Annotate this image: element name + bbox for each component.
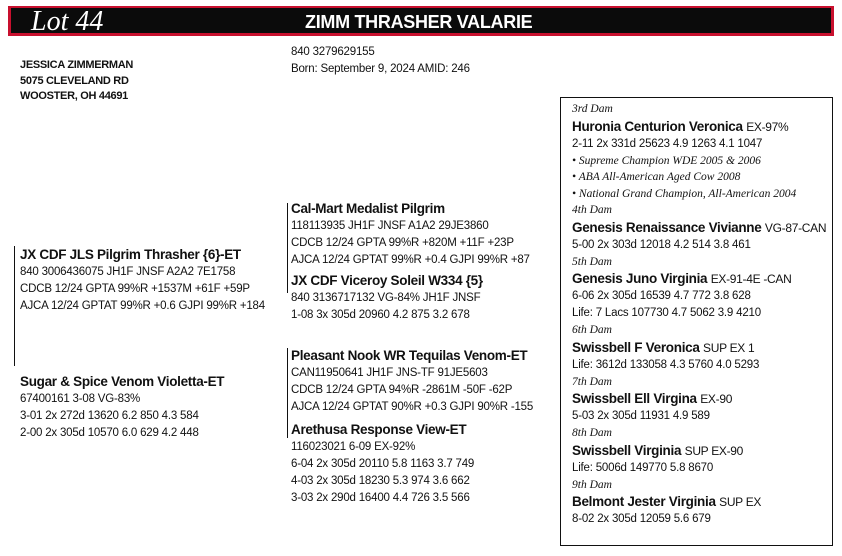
sire-sire-name: Cal-Mart Medalist Pilgrim [291, 201, 445, 216]
dam-generation-label: 3rd Dam [572, 103, 613, 115]
dam-generation-label: 4th Dam [572, 204, 612, 216]
dam-dam-name: Arethusa Response View-ET [291, 422, 467, 437]
dam-dam-line: 4-03 2x 305d 18230 5.3 974 3.6 662 [291, 475, 470, 487]
consignor-street: 5075 CLEVELAND RD [20, 74, 129, 87]
ancestor-note: • ABA All-American Aged Cow 2008 [572, 171, 741, 183]
dam-line: 3-01 2x 272d 13620 6.2 850 4.3 584 [20, 410, 199, 422]
ancestor-record: 8-02 2x 305d 12059 5.6 679 [572, 513, 711, 525]
ancestor-name: Genesis Juno Virginia EX-91-4E -CAN [572, 271, 792, 286]
maternal-line-list [572, 101, 826, 528]
dam-line: 67400161 3-08 VG-83% [20, 393, 141, 405]
ancestor-note: • Supreme Champion WDE 2005 & 2006 [572, 154, 761, 167]
dam-line: 2-00 2x 305d 10570 6.0 629 4.2 448 [20, 427, 199, 439]
dam-generation-label: 7th Dam [572, 375, 612, 388]
sire-sire-line: CDCB 12/24 GPTA 99%R +820M +11F +23P [291, 237, 514, 249]
ancestor-record: 6-06 2x 305d 16539 4.7 772 3.8 628 [572, 290, 751, 302]
sire-sire-line: 118113935 JH1F JNSF A1A2 29JE3860 [291, 220, 489, 232]
ancestor-record: 5-03 2x 305d 11931 4.9 589 [572, 410, 710, 422]
sire-line: CDCB 12/24 GPTA 99%R +1537M +61F +59P [20, 283, 250, 295]
ancestor-name: Swissbell Virginia SUP EX-90 [572, 442, 744, 458]
consignor-name: JESSICA ZIMMERMAN [20, 59, 134, 71]
animal-birth-info: Born: September 9, 2024 AMID: 246 [291, 63, 470, 75]
ancestor-record: 5-00 2x 303d 12018 4.2 514 3.8 461 [572, 238, 751, 251]
ancestor-name: Huronia Centurion Veronica EX-97% [572, 118, 789, 134]
ancestor-record: Life: 3612d 133058 4.3 5760 4.0 5293 [572, 358, 760, 371]
dam-generation-label: 6th Dam [572, 324, 612, 336]
dam-sire-name: Pleasant Nook WR Tequilas Venom-ET [291, 348, 528, 363]
consignor-block [20, 58, 133, 105]
ancestor-name: Genesis Renaissance Vivianne VG-87-CAN [572, 219, 827, 235]
sire-dam-line: 1-08 3x 305d 20960 4.2 875 3.2 678 [291, 309, 470, 321]
sire-connector [287, 203, 288, 293]
dam-block [20, 373, 224, 442]
dam-dam-block [291, 421, 474, 507]
sire-sire-line: AJCA 12/24 GPTAT 99%R +0.4 GJPI 99%R +87 [291, 254, 530, 266]
animal-registration: 840 3279629155 [291, 46, 375, 58]
dam-dam-line: 3-03 2x 290d 16400 4.4 726 3.5 566 [291, 492, 470, 504]
dam-name: Sugar & Spice Venom Violetta-ET [20, 374, 225, 389]
ancestor-name: Swissbell F Veronica SUP EX 1 [572, 339, 755, 355]
sire-name: JX CDF JLS Pilgrim Thrasher {6}-ET [20, 247, 241, 262]
sire-block [20, 246, 265, 315]
dam-sire-line: CAN11950641 JH1F JNS-TF 91JE5603 [291, 367, 488, 379]
lot-number: Lot 44 [31, 6, 104, 37]
lot-header [8, 6, 834, 36]
dam-generation-label: 9th Dam [572, 478, 612, 491]
dam-sire-line: CDCB 12/24 GPTA 94%R -2861M -50F -62P [291, 384, 513, 396]
ancestor-name: Belmont Jester Virginia SUP EX [572, 494, 762, 509]
sire-dam-line: 840 3136717132 VG-84% JH1F JNSF [291, 292, 481, 304]
animal-name: ZIMM THRASHER VALARIE [305, 12, 533, 32]
maternal-line-box [560, 97, 833, 546]
ancestor-record: 2-11 2x 331d 25623 4.9 1263 4.1 1047 [572, 137, 763, 150]
dam-sire-block [291, 347, 533, 416]
dam-generation-label: 5th Dam [572, 255, 612, 268]
ancestor-name: Swissbell Ell Virgina EX-90 [572, 391, 733, 406]
consignor-city: WOOSTER, OH 44691 [20, 90, 128, 102]
dam-dam-line: 116023021 6-09 EX-92% [291, 441, 416, 453]
dam-sire-line: AJCA 12/24 GPTAT 90%R +0.3 GJPI 90%R -155 [291, 401, 534, 413]
sire-dam-name: JX CDF Viceroy Soleil W334 {5} [291, 273, 483, 288]
dam-dam-line: 6-04 2x 305d 20110 5.8 1163 3.7 749 [291, 458, 475, 470]
dam-connector [287, 348, 288, 438]
ancestor-note: • National Grand Champion, All-American 2004 [572, 187, 797, 200]
sire-dam-connector [14, 246, 15, 366]
ancestor-record: Life: 7 Lacs 107730 4.7 5062 3.9 4210 [572, 307, 761, 319]
sire-sire-block [291, 200, 530, 269]
dam-generation-label: 8th Dam [572, 427, 612, 439]
sire-dam-block [291, 272, 483, 324]
sire-line: AJCA 12/24 GPTAT 99%R +0.6 GJPI 99%R +184 [20, 300, 265, 312]
ancestor-record: Life: 5006d 149770 5.8 8670 [572, 461, 714, 474]
animal-info [291, 44, 470, 78]
sire-line: 840 3006436075 JH1F JNSF A2A2 7E1758 [20, 266, 236, 278]
lot-header-bar [11, 6, 831, 37]
